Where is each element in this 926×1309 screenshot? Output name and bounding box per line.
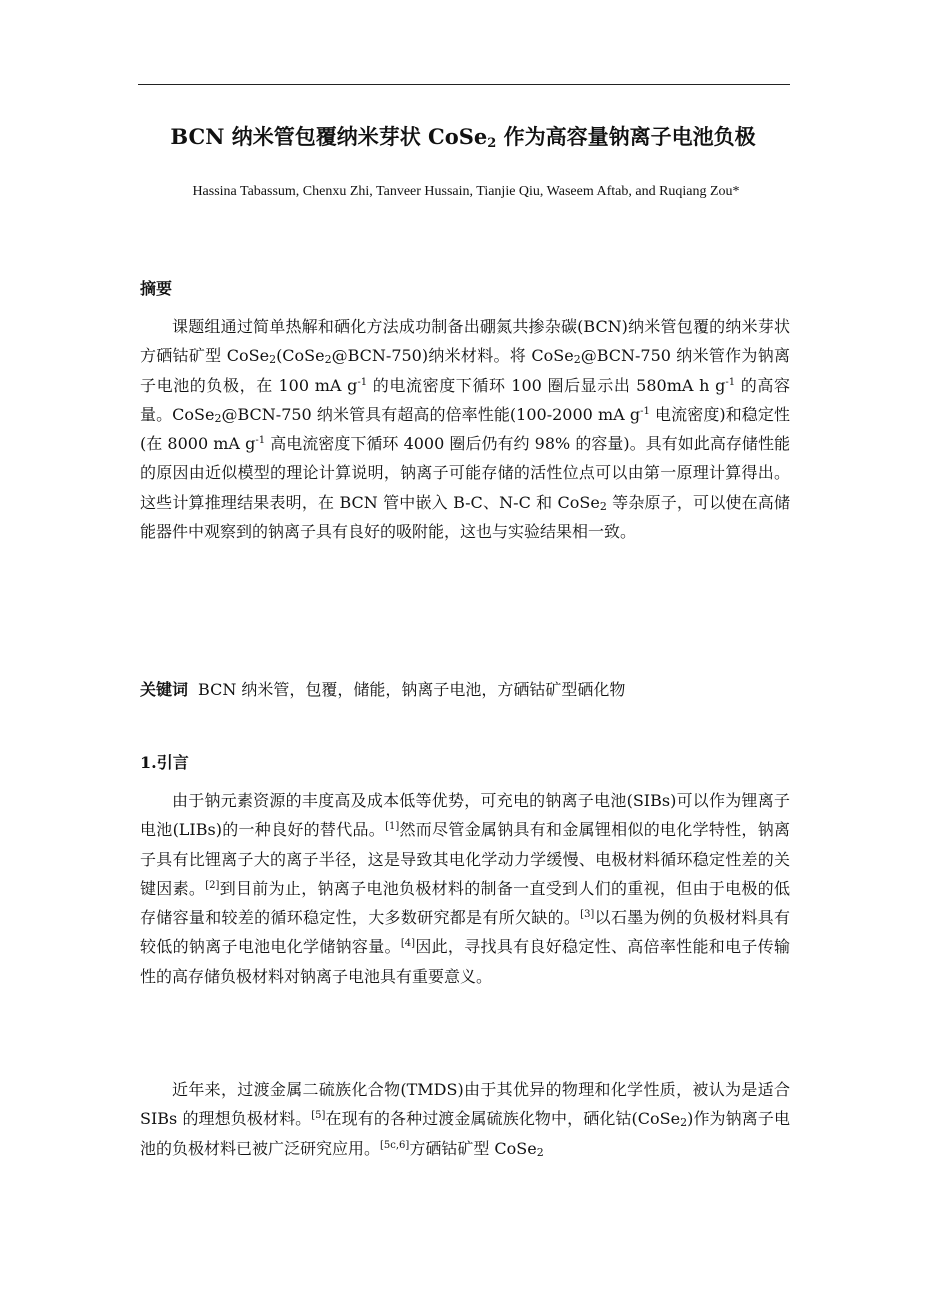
- keywords-text: BCN 纳米管，包覆，储能，钠离子电池，方硒钴矿型硒化物: [198, 680, 626, 699]
- citation: [5c,6]: [380, 1139, 410, 1151]
- intro-heading: 1.引言: [140, 753, 189, 772]
- intro-paragraph-1: 由于钠元素资源的丰度高及成本低等优势，可充电的钠离子电池(SIBs)可以作为锂离子电池(LIBs)的一种良好的替代品。[1]然而尽管金属钠具有和金属锂相似的电化学特性，钠离子具有比锂离子大的离子半径，这是导致其电化学动力学缓慢、电极材料循环稳定性差的关键因素。[2]到目前为止，钠离子电池负极材料的制备一直受到人们的重视，但由于电极的低存储容量和较差的循环稳定性，大多数研究都是有所欠缺的。[3]以石墨为例的负极材料具有较低的钠离子电池电化学储钠容量。[4]因此，寻找具有良好稳定性、高倍率性能和电子传输性的高存储负极材料对钠离子电池具有重要意义。: [140, 791, 790, 986]
- citation: [1]: [385, 821, 400, 833]
- keywords-line: [140, 677, 790, 703]
- citation: [5]: [311, 1110, 326, 1122]
- keywords-label: 关键词: [140, 680, 189, 699]
- abstract-paragraph: 课题组通过简单热解和硒化方法成功制备出硼氮共掺杂碳(BCN)纳米管包覆的纳米芽状方硒钴矿型 CoSe$_2$(CoSe$_2$@BCN-750)纳米材料。将 CoSe$_2$@BCN-750 纳米管作为钠离子电池的负极，在 100 mA $g^{-1}$ 的电流密度下循环 100 圈后显示出 580mA h $g^{-1}$ 的高容量。CoSe$_2$@BCN-750 纳米管具有超高的倍率性能(100-2000 mA $g^{-1}$ 电流密度)和稳定性(在 8000 mA $g^{-1}$ 高电流密度下循环 4000 圈后仍有约 98% 的容量)。具有如此高存储性能的原因由近似模型的理论计算说明，钠离子可能存储的活性位点可以由第一原理计算得出。这些计算推理结果表明，在 BCN 管中嵌入 B-C、N-C 和 CoSe$_2$ 等杂原子，可以使在高储能器件中观察到的钠离子具有良好的吸附能，这也与实验结果相一致。: [140, 317, 790, 542]
- citation: [3]: [580, 909, 595, 921]
- paper-title: BCN 纳米管包覆纳米芽状 CoSe$_2$ 作为高容量钠离子电池负极: [170, 124, 756, 151]
- author-list: Hassina Tabassum, Chenxu Zhi, Tanveer Hussain, Tianjie Qiu, Waseem Aftab, and Ruqiang Zou*: [192, 184, 740, 199]
- abstract-heading: 摘要: [140, 279, 173, 298]
- intro-paragraph-2: 近年来，过渡金属二硫族化合物(TMDS)由于其优异的物理和化学性质，被认为是适合 SIBs 的理想负极材料。[5]在现有的各种过渡金属硫族化物中，硒化钴(CoSe$_2$)作为钠离子电池的负极材料已被广泛研究应用。[5c,6]方硒钴矿型 CoSe$_2$: [140, 1080, 790, 1159]
- citation: [4]: [400, 938, 416, 950]
- citation: [2]: [205, 879, 220, 891]
- header-rule: [138, 84, 790, 85]
